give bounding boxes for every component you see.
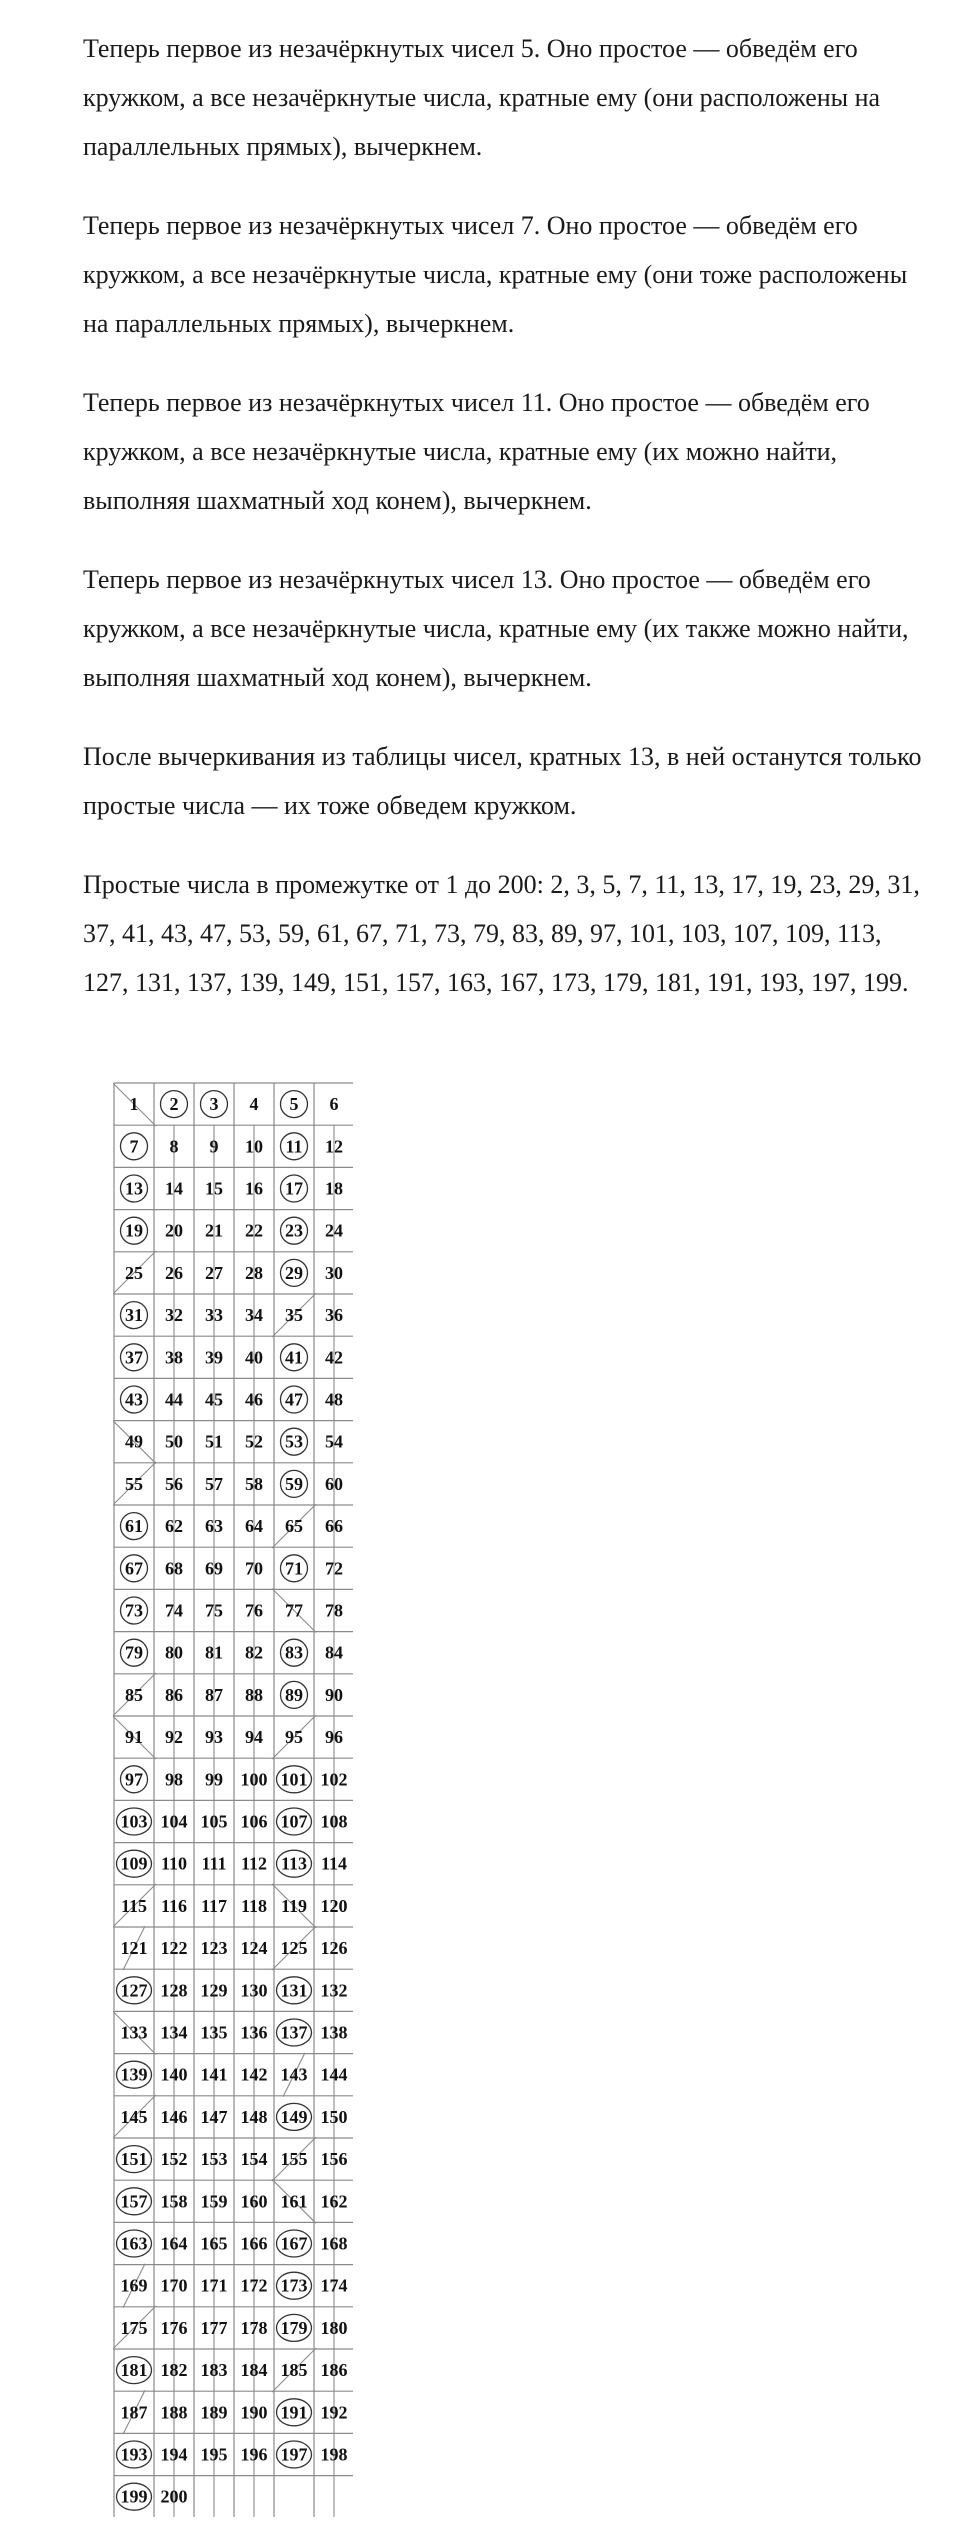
sieve-number: 175 [120, 2317, 148, 2338]
sieve-number: 167 [280, 2233, 308, 2254]
sieve-grid [114, 1083, 353, 2517]
sieve-number: 108 [320, 1811, 348, 1832]
sieve-number: 65 [285, 1516, 303, 1537]
sieve-number: 91 [125, 1727, 143, 1748]
paragraph-step-7: Теперь первое из незачёркнутых чисел 7. Оно простое — обведём его кружком, а все незачёркнутые числа, кратные ему (они тоже расположены на параллельных прямых), вычеркнем. [83, 211, 908, 338]
sieve-number: 105 [200, 1811, 228, 1832]
sieve-number: 54 [325, 1431, 343, 1452]
sieve-number: 161 [280, 2191, 308, 2212]
sieve-number: 146 [160, 2106, 188, 2127]
sieve-number: 112 [240, 1853, 268, 1874]
sieve-number: 4 [249, 1094, 259, 1115]
sieve-number: 148 [240, 2106, 268, 2127]
sieve-number: 23 [285, 1220, 303, 1241]
sieve-number: 128 [160, 1980, 188, 2001]
sieve-number: 121 [120, 1938, 148, 1959]
sieve-number: 129 [200, 1980, 228, 2001]
sieve-number: 87 [205, 1684, 223, 1705]
sieve-number: 53 [285, 1431, 303, 1452]
sieve-number: 171 [200, 2275, 228, 2296]
sieve-number: 149 [280, 2106, 308, 2127]
sieve-number: 123 [200, 1938, 228, 1959]
sieve-number: 179 [280, 2317, 308, 2338]
sieve-number: 62 [165, 1516, 183, 1537]
sieve-number: 186 [320, 2360, 348, 2381]
sieve-number: 106 [240, 1811, 268, 1832]
paragraph-prime-list: Простые числа в промежутке от 1 до 200: 2, 3, 5, 7, 11, 13, 17, 19, 23, 29, 31, 37, 41, 43, 47, 53, 59, 61, 67, 71, 73, 79, 83, 89, 97, 101, 103, 107, 109, 113, 127, 131, 137, 139, 149, 151, 157, 163, 167, 173, 179, 181, 191, 193, 197, 199. [83, 870, 920, 997]
sieve-number: 93 [205, 1727, 223, 1748]
sieve-number: 49 [125, 1431, 143, 1452]
paragraph-conclusion: После вычеркивания из таблицы чисел, кратных 13, в ней останутся только простые числа — их тоже обведем кружком. [83, 742, 922, 820]
sieve-number: 25 [125, 1262, 143, 1283]
sieve-number: 103 [120, 1811, 148, 1832]
sieve-number: 119 [280, 1895, 308, 1916]
sieve-number: 22 [245, 1220, 263, 1241]
sieve-number: 52 [245, 1431, 263, 1452]
sieve-number: 194 [160, 2444, 188, 2465]
sieve-number: 43 [125, 1389, 143, 1410]
sieve-number: 58 [245, 1473, 263, 1494]
sieve-number: 44 [165, 1389, 183, 1410]
sieve-number: 104 [160, 1811, 188, 1832]
sieve-number: 86 [165, 1684, 183, 1705]
sieve-number: 13 [125, 1178, 143, 1199]
sieve-number: 82 [245, 1642, 263, 1663]
sieve-number: 181 [120, 2360, 148, 2381]
sieve-number: 2 [169, 1094, 179, 1115]
sieve-number: 126 [320, 1938, 348, 1959]
sieve-number: 94 [245, 1727, 263, 1748]
sieve-number: 88 [245, 1684, 263, 1705]
sieve-number: 143 [280, 2064, 308, 2085]
sieve-number: 174 [320, 2275, 348, 2296]
sieve-number: 41 [285, 1347, 303, 1368]
sieve-number: 8 [169, 1136, 179, 1157]
sieve-number: 40 [245, 1347, 263, 1368]
sieve-number: 153 [200, 2149, 228, 2170]
sieve-number: 84 [325, 1642, 343, 1663]
sieve-number: 154 [240, 2149, 268, 2170]
sieve-number: 15 [205, 1178, 223, 1199]
paragraph-step-11: Теперь первое из незачёркнутых чисел 11. Оно простое — обведём его кружком, а все незачёркнутые числа, кратные ему (их можно найти, выполняя шахматный ход конем), вычеркнем. [83, 388, 870, 515]
sieve-number: 34 [245, 1305, 263, 1326]
sieve-number: 100 [240, 1769, 268, 1790]
sieve-number: 46 [245, 1389, 263, 1410]
sieve-number: 96 [325, 1727, 343, 1748]
sieve-number: 138 [320, 2022, 348, 2043]
sieve-number: 125 [280, 1938, 308, 1959]
sieve-number: 131 [280, 1980, 308, 2001]
sieve-number: 156 [320, 2149, 348, 2170]
sieve-table [113, 1082, 353, 2517]
sieve-number: 11 [285, 1136, 303, 1157]
sieve-number: 32 [165, 1305, 183, 1326]
sieve-number: 190 [240, 2402, 268, 2423]
sieve-number: 39 [205, 1347, 223, 1368]
sieve-number: 168 [320, 2233, 348, 2254]
sieve-number: 57 [205, 1473, 223, 1494]
sieve-number: 10 [245, 1136, 263, 1157]
sieve-number: 74 [165, 1600, 183, 1621]
sieve-number: 176 [160, 2317, 188, 2338]
sieve-number: 198 [320, 2444, 348, 2465]
sieve-number: 197 [280, 2444, 308, 2465]
sieve-number: 9 [209, 1136, 219, 1157]
sieve-number: 76 [245, 1600, 263, 1621]
sieve-number: 200 [160, 2486, 188, 2507]
sieve-number: 145 [120, 2106, 148, 2127]
sieve-number: 135 [200, 2022, 228, 2043]
sieve-number: 187 [120, 2402, 148, 2423]
sieve-number: 1 [129, 1094, 139, 1115]
sieve-number: 51 [205, 1431, 223, 1452]
sieve-number: 48 [325, 1389, 343, 1410]
text-content [83, 24, 923, 1037]
sieve-number: 172 [240, 2275, 268, 2296]
sieve-number: 31 [125, 1305, 143, 1326]
sieve-number: 173 [280, 2275, 308, 2296]
sieve-number: 19 [125, 1220, 143, 1241]
sieve-number: 152 [160, 2149, 188, 2170]
sieve-number: 61 [125, 1516, 143, 1537]
sieve-number: 139 [120, 2064, 148, 2085]
sieve-number: 158 [160, 2191, 188, 2212]
sieve-number: 27 [205, 1262, 223, 1283]
sieve-number: 144 [320, 2064, 348, 2085]
sieve-number: 71 [285, 1558, 303, 1579]
sieve-number: 29 [285, 1262, 303, 1283]
sieve-number: 134 [160, 2022, 188, 2043]
sieve-number: 132 [320, 1980, 348, 2001]
sieve-number: 99 [205, 1769, 223, 1790]
sieve-number: 189 [200, 2402, 228, 2423]
sieve-number: 127 [120, 1980, 148, 2001]
sieve-number: 47 [285, 1389, 303, 1410]
sieve-number: 24 [325, 1220, 343, 1241]
sieve-number: 137 [280, 2022, 308, 2043]
sieve-number: 120 [320, 1895, 348, 1916]
sieve-number: 59 [285, 1473, 303, 1494]
sieve-number: 140 [160, 2064, 188, 2085]
sieve-number: 114 [320, 1853, 348, 1874]
sieve-number: 199 [120, 2486, 148, 2507]
sieve-number: 64 [245, 1516, 263, 1537]
sieve-number: 45 [205, 1389, 223, 1410]
sieve-number: 111 [201, 1853, 227, 1874]
sieve-number: 68 [165, 1558, 183, 1579]
sieve-number: 170 [160, 2275, 188, 2296]
sieve-number: 159 [200, 2191, 228, 2212]
strike-lines [113, 1082, 334, 2517]
sieve-number: 160 [240, 2191, 268, 2212]
sieve-number: 77 [285, 1600, 303, 1621]
sieve-number: 169 [120, 2275, 148, 2296]
sieve-number: 50 [165, 1431, 183, 1452]
sieve-number: 55 [125, 1473, 143, 1494]
sieve-figure [113, 1082, 353, 2517]
sieve-number: 178 [240, 2317, 268, 2338]
sieve-number: 78 [325, 1600, 343, 1621]
sieve-number: 157 [120, 2191, 148, 2212]
sieve-number: 60 [325, 1473, 343, 1494]
sieve-number: 21 [205, 1220, 223, 1241]
sieve-number: 28 [245, 1262, 263, 1283]
sieve-number: 150 [320, 2106, 348, 2127]
sieve-number: 151 [120, 2149, 148, 2170]
sieve-number: 63 [205, 1516, 223, 1537]
sieve-number: 188 [160, 2402, 188, 2423]
sieve-number: 72 [325, 1558, 343, 1579]
sieve-number: 17 [285, 1178, 303, 1199]
sieve-number: 85 [125, 1684, 143, 1705]
sieve-number: 73 [125, 1600, 143, 1621]
sieve-number: 192 [320, 2402, 348, 2423]
sieve-number: 117 [200, 1895, 228, 1916]
sieve-number: 166 [240, 2233, 268, 2254]
sieve-number: 182 [160, 2360, 188, 2381]
sieve-number: 70 [245, 1558, 263, 1579]
sieve-number: 92 [165, 1727, 183, 1748]
sieve-number: 20 [165, 1220, 183, 1241]
sieve-number: 56 [165, 1473, 183, 1494]
sieve-number: 75 [205, 1600, 223, 1621]
sieve-number: 116 [160, 1895, 188, 1916]
sieve-number: 118 [240, 1895, 268, 1916]
sieve-number: 80 [165, 1642, 183, 1663]
sieve-number: 37 [125, 1347, 143, 1368]
sieve-number: 109 [120, 1853, 148, 1874]
sieve-number: 141 [200, 2064, 228, 2085]
sieve-number: 5 [289, 1094, 299, 1115]
sieve-number: 164 [160, 2233, 188, 2254]
sieve-number: 115 [120, 1895, 148, 1916]
sieve-number: 136 [240, 2022, 268, 2043]
sieve-number: 12 [325, 1136, 343, 1157]
sieve-number: 122 [160, 1938, 188, 1959]
sieve-number: 66 [325, 1516, 343, 1537]
sieve-number: 163 [120, 2233, 148, 2254]
sieve-number: 33 [205, 1305, 223, 1326]
sieve-number: 107 [280, 1811, 308, 1832]
paragraph-step-13: Теперь первое из незачёркнутых чисел 13. Оно простое — обведём его кружком, а все незачёркнутые числа, кратные ему (их также можно найти, выполняя шахматный ход конем), вычеркнем. [83, 565, 909, 692]
sieve-number: 16 [245, 1178, 263, 1199]
sieve-number: 177 [200, 2317, 228, 2338]
sieve-number: 69 [205, 1558, 223, 1579]
sieve-number: 195 [200, 2444, 228, 2465]
sieve-number: 89 [285, 1684, 303, 1705]
sieve-number: 191 [280, 2402, 308, 2423]
sieve-number: 26 [165, 1262, 183, 1283]
sieve-number: 83 [285, 1642, 303, 1663]
sieve-number: 67 [125, 1558, 143, 1579]
sieve-number: 7 [129, 1136, 139, 1157]
sieve-number: 124 [240, 1938, 268, 1959]
sieve-number: 183 [200, 2360, 228, 2381]
sieve-number: 184 [240, 2360, 268, 2381]
sieve-number: 142 [240, 2064, 268, 2085]
sieve-number: 180 [320, 2317, 348, 2338]
sieve-number: 113 [280, 1853, 308, 1874]
sieve-number: 130 [240, 1980, 268, 2001]
sieve-number: 193 [120, 2444, 148, 2465]
sieve-number: 98 [165, 1769, 183, 1790]
sieve-number: 81 [205, 1642, 223, 1663]
sieve-number: 147 [200, 2106, 228, 2127]
sieve-number: 90 [325, 1684, 343, 1705]
sieve-number: 162 [320, 2191, 348, 2212]
sieve-number: 110 [160, 1853, 188, 1874]
sieve-number: 6 [329, 1094, 339, 1115]
sieve-number: 35 [285, 1305, 303, 1326]
sieve-number: 102 [320, 1769, 348, 1790]
sieve-number: 3 [209, 1094, 219, 1115]
sieve-number: 18 [325, 1178, 343, 1199]
sieve-number: 30 [325, 1262, 343, 1283]
sieve-number: 14 [165, 1178, 183, 1199]
sieve-number: 42 [325, 1347, 343, 1368]
sieve-number: 165 [200, 2233, 228, 2254]
sieve-number: 95 [285, 1727, 303, 1748]
sieve-number: 101 [280, 1769, 308, 1790]
sieve-number: 36 [325, 1305, 343, 1326]
sieve-number: 79 [125, 1642, 143, 1663]
sieve-number: 133 [120, 2022, 148, 2043]
sieve-number: 185 [280, 2360, 308, 2381]
sieve-number: 97 [125, 1769, 143, 1790]
sieve-number: 196 [240, 2444, 268, 2465]
sieve-number: 155 [280, 2149, 308, 2170]
paragraph-step-5: Теперь первое из незачёркнутых чисел 5. Оно простое — обведём его кружком, а все незачёркнутые числа, кратные ему (они расположены на параллельных прямых), вычеркнем. [83, 34, 881, 161]
sieve-number: 38 [165, 1347, 183, 1368]
